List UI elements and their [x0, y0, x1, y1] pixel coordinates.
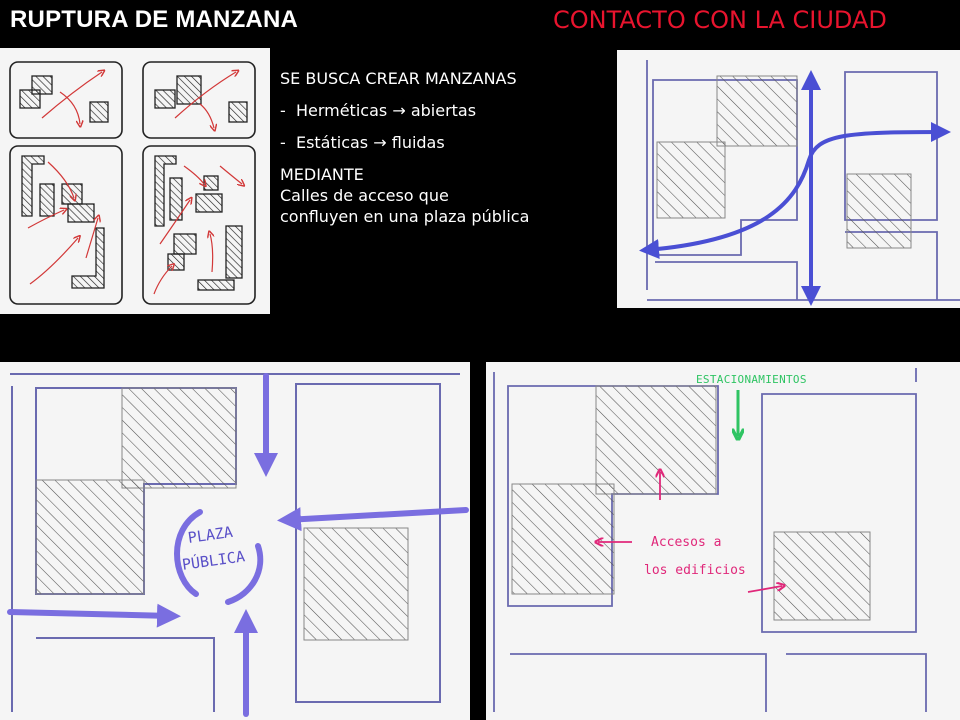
arrow-icon: →	[392, 101, 406, 120]
concept-text	[280, 68, 615, 227]
sketch-accesos	[486, 362, 960, 720]
plaza-drawing	[0, 362, 470, 720]
block-concepts-drawing	[0, 48, 270, 314]
building-hatched-1	[122, 388, 236, 488]
building-hatched-2	[36, 480, 144, 594]
item1-to: abiertas	[410, 101, 477, 120]
building-hatched-3	[774, 532, 870, 620]
building-hatched-1	[717, 76, 797, 146]
building-hatched-2	[512, 484, 614, 594]
arrow-icon: →	[373, 133, 387, 152]
access-arrow-west	[10, 612, 172, 616]
slide-subtitle: CONTACTO CON LA CIUDAD	[553, 6, 887, 34]
slide-title: RUPTURA DE MANZANA	[10, 6, 299, 33]
bullet-item-1	[280, 100, 615, 121]
bullet-dash: -	[280, 133, 286, 152]
bullet-item-2	[280, 132, 615, 153]
item1-from: Herméticas	[295, 101, 388, 120]
mediante-label: MEDIANTE	[280, 165, 364, 184]
item2-from: Estáticas	[295, 133, 369, 152]
plaza-label-line2: PÚBLICA	[180, 547, 246, 574]
sketch-plaza-publica	[0, 362, 470, 720]
plaza-label-line1: PLAZA	[186, 522, 234, 547]
parking-label: ESTACIONAMIENTOS	[696, 373, 807, 386]
intro-line: SE BUSCA CREAR MANZANAS	[280, 69, 517, 88]
block-2a	[155, 90, 175, 108]
building-hatched-3	[847, 174, 911, 248]
sketch-crossing-streets	[617, 50, 960, 308]
access-label-line1: Accesos a	[651, 535, 722, 550]
item2-to: fluidas	[391, 133, 445, 152]
access-label-line2: los edificios	[644, 563, 746, 578]
building-hatched-1	[596, 386, 716, 494]
accesos-drawing	[486, 362, 960, 720]
sketch-block-concepts	[0, 48, 270, 314]
crossing-streets-drawing	[617, 50, 960, 308]
building-hatched-3	[304, 528, 408, 640]
building-hatched-2	[657, 142, 725, 218]
description-line-2: confluyen en una plaza pública	[280, 207, 530, 226]
description-line-1: Calles de acceso que	[280, 186, 449, 205]
bullet-dash: -	[280, 101, 286, 120]
